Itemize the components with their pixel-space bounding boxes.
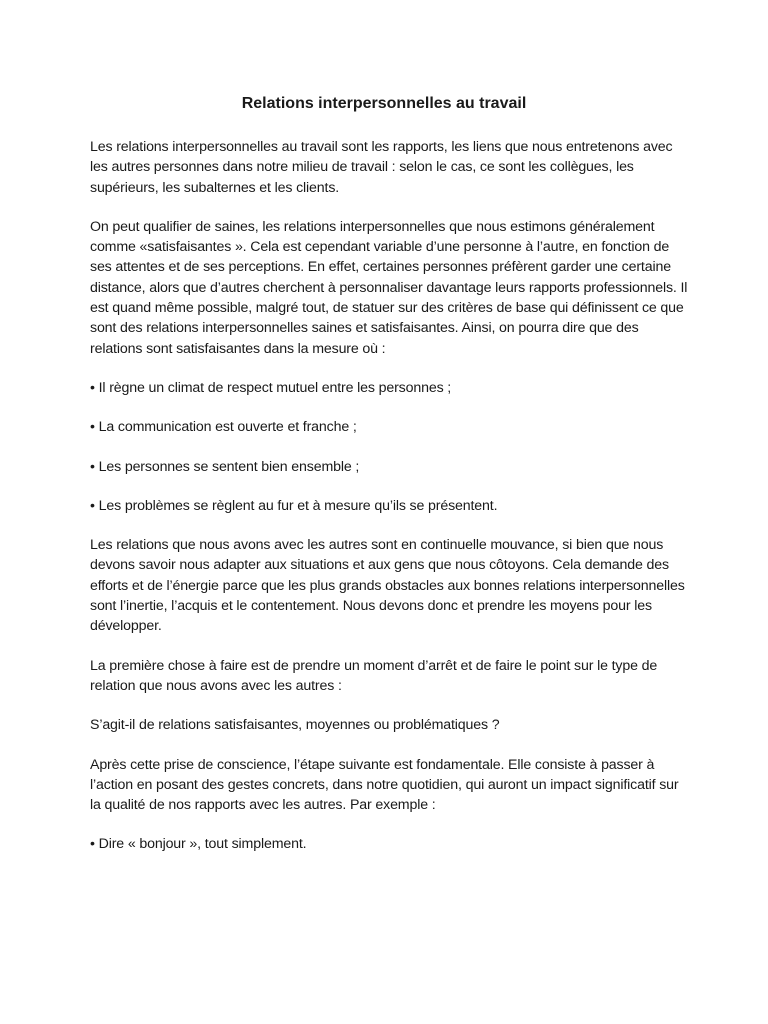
paragraph-criteria: On peut qualifier de saines, les relations interpersonnelles que nous estimons généralement comme «satisfaisantes ». Cela est cependant variable d’une personne à l’autre, en fonction de ses attentes et de ses perceptions. En effet, certaines personnes préfèrent garder une certaine distance, alors que d’autres cherchent à personnaliser davantage leurs rapports professionnels. Il est quand même possible, malgré tout, de statuer sur des critères de base qui définissent ce que sont des relations interpersonnelles saines et satisfaisantes. Ainsi, on pourra dire que des relations sont satisfaisantes dans la mesure où : (90, 218, 688, 357)
paragraph-first-step: La première chose à faire est de prendre un moment d’arrêt et de faire le point sur le type de relation que nous avons avec les autres : (90, 657, 658, 694)
paragraph-question: S’agit-il de relations satisfaisantes, moyennes ou problématiques ? (90, 717, 500, 734)
paragraph-next-step: Après cette prise de conscience, l’étape suivante est fondamentale. Elle consiste à passer à l’action en posant des gestes concrets, dans notre quotidien, qui auront un impact significatif sur la qualité de nos rapports avec les autres. Par exemple : (90, 756, 679, 814)
document-body (90, 137, 690, 855)
bullet-item: • Dire « bonjour », tout simplement. (90, 836, 307, 853)
paragraph-mouvance: Les relations que nous avons avec les autres sont en continuelle mouvance, si bien que nous devons savoir nous adapter aux situations et aux gens que nous côtoyons. Cela demande des efforts et de l’énergie parce que les plus grands obstacles aux bonnes relations interpersonnelles sont l’inertie, l’acquis et le contentement. Nous devons donc et prendre les moyens pour les développer. (90, 537, 685, 635)
bullet-item: • Les problèmes se règlent au fur et à mesure qu’ils se présentent. (90, 497, 498, 514)
paragraph-intro: Les relations interpersonnelles au travail sont les rapports, les liens que nous entretenons avec les autres personnes dans notre milieu de travail : selon le cas, ce sont les collègues, les supérieurs, les subalternes et les clients. (90, 139, 673, 196)
bullet-item: • Il règne un climat de respect mutuel entre les personnes ; (90, 379, 452, 396)
bullet-item: • La communication est ouverte et franche ; (90, 419, 357, 436)
document-title: Relations interpersonnelles au travail (241, 95, 527, 112)
bullet-item: • Les personnes se sentent bien ensemble ; (90, 458, 360, 475)
